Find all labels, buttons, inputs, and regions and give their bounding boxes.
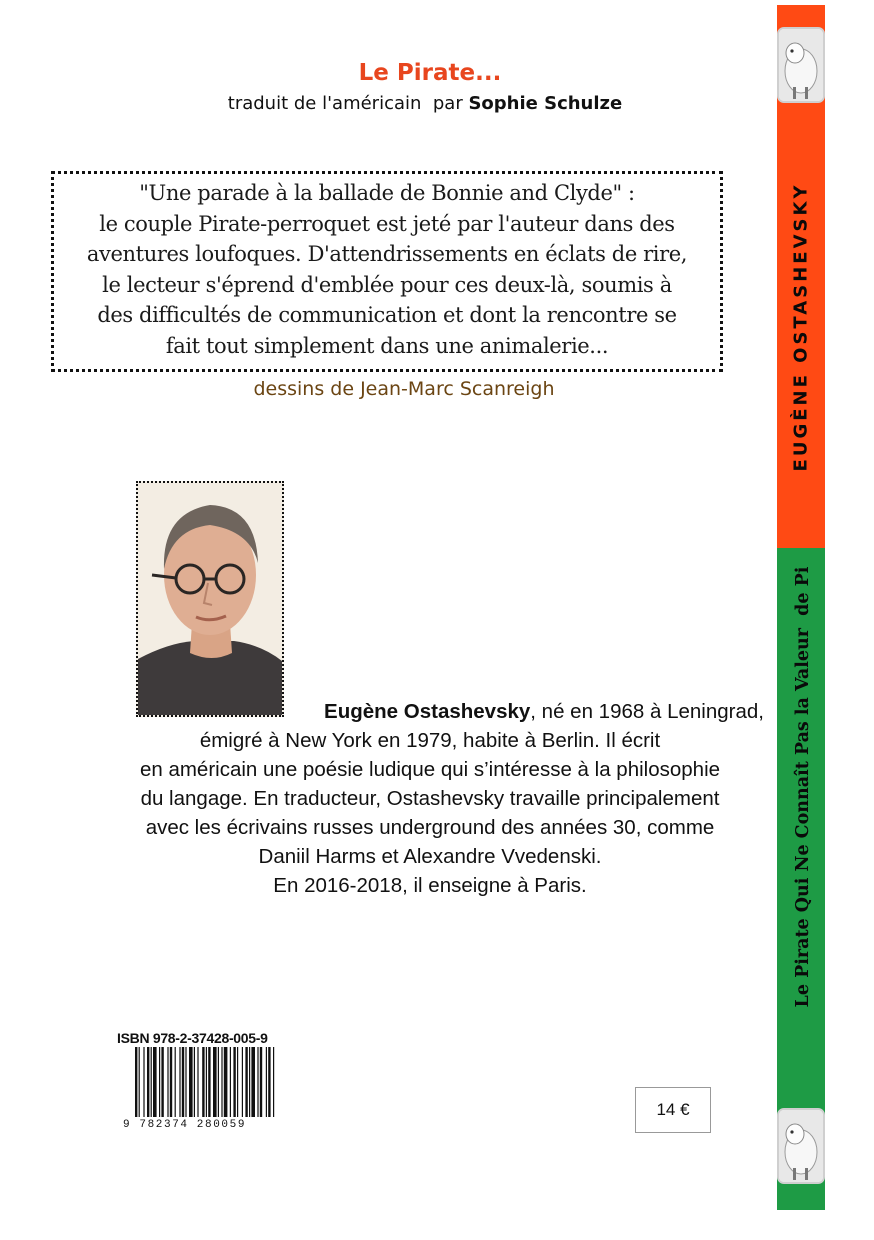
bio-line: Daniil Harms et Alexandre Vvedenski.	[258, 845, 602, 868]
barcode-bar	[242, 1047, 243, 1117]
barcode-bar	[249, 1047, 250, 1117]
barcode-bar	[151, 1047, 152, 1117]
barcode-bar	[202, 1047, 204, 1117]
translator-name: Sophie Schulze	[468, 93, 623, 114]
barcode-bar	[218, 1047, 219, 1117]
translation-prefix: traduit de l'américain par	[227, 93, 469, 114]
barcode-bar	[161, 1047, 163, 1117]
barcode-bar	[257, 1047, 258, 1117]
spine-author: EUGÈNE OSTASHEVSKY	[790, 182, 812, 472]
author-bio	[80, 697, 780, 900]
lamb-logo-icon	[777, 1108, 825, 1184]
barcode-bar	[167, 1047, 168, 1117]
barcode-bar	[139, 1047, 140, 1117]
blurb-text	[51, 178, 723, 361]
lamb-logo-icon	[777, 27, 825, 103]
barcode-bar	[194, 1047, 195, 1117]
illustrator-credit: dessins de Jean-Marc Scanreigh	[253, 378, 555, 400]
bio-line: avec les écrivains russes underground des années 30, comme	[145, 816, 715, 839]
price-tag: 14 €	[635, 1087, 711, 1133]
barcode-bar	[189, 1047, 193, 1117]
barcode-bar	[213, 1047, 217, 1117]
blurb-line: des difficultés de communication et dont la rencontre se	[97, 303, 677, 327]
author-portrait-drawing	[138, 483, 282, 715]
barcode-bar	[268, 1047, 270, 1117]
barcode-bar	[147, 1047, 149, 1117]
barcode-bar	[273, 1047, 274, 1117]
lamb-logo-drawing	[779, 1110, 823, 1182]
barcode-bar	[179, 1047, 180, 1117]
spine-title: Le Pirate Qui Ne Connaît Pas la Valeur de Pi	[793, 566, 813, 1008]
barcode-bar	[233, 1047, 235, 1117]
barcode-bar	[182, 1047, 184, 1117]
barcode-bar	[260, 1047, 262, 1117]
barcode-bar	[153, 1047, 157, 1117]
barcode-digits: 9 782374 280059	[123, 1119, 247, 1131]
isbn-label: ISBN 978-2-37428-005-9	[117, 1030, 268, 1046]
blurb-line: le couple Pirate-perroquet est jeté par l'auteur dans des	[99, 211, 675, 236]
barcode-bar	[185, 1047, 186, 1117]
barcode-bar	[266, 1047, 267, 1117]
isbn-barcode	[123, 1047, 283, 1135]
barcode-bar	[197, 1047, 198, 1117]
bio-line: en américain une poésie ludique qui s’intéresse à la philosophie	[139, 758, 721, 781]
bio-line: du langage. En traducteur, Ostashevsky travaille principalement	[140, 787, 720, 810]
blurb-line: fait tout simplement dans une animalerie...	[165, 333, 609, 358]
barcode-bar	[245, 1047, 247, 1117]
translation-credit	[0, 93, 850, 114]
barcode-bar	[170, 1047, 172, 1117]
barcode-bar	[143, 1047, 144, 1117]
bio-line1-rest: , né en 1968 à Leningrad,	[530, 700, 764, 723]
barcode-bar	[175, 1047, 176, 1117]
blurb-line: "Une parade à la ballade de Bonnie and Clyde" :	[139, 181, 635, 205]
barcode-bar	[208, 1047, 210, 1117]
barcode-bar	[237, 1047, 238, 1117]
blurb-line: aventures loufoques. D'attendrissements en éclats de rire,	[86, 242, 688, 266]
barcode-bar	[230, 1047, 231, 1117]
barcode-bar	[135, 1047, 137, 1117]
lamb-logo-drawing	[779, 29, 823, 101]
author-name: Eugène Ostashevsky	[324, 700, 531, 723]
book-title: Le Pirate...	[358, 60, 502, 86]
blurb-line: le lecteur s'éprend d'emblée pour ces deux-là, soumis à	[102, 272, 672, 297]
barcode-bar	[159, 1047, 160, 1117]
barcode-bar	[221, 1047, 222, 1117]
bio-line: émigré à New York en 1979, habite à Berlin. Il écrit	[199, 729, 661, 752]
bio-first-line	[80, 697, 780, 726]
barcode-bar	[206, 1047, 207, 1117]
barcode-bar	[251, 1047, 255, 1117]
barcode-bar	[224, 1047, 228, 1117]
author-portrait	[136, 481, 284, 717]
bio-line: En 2016-2018, il enseigne à Paris.	[273, 874, 587, 897]
